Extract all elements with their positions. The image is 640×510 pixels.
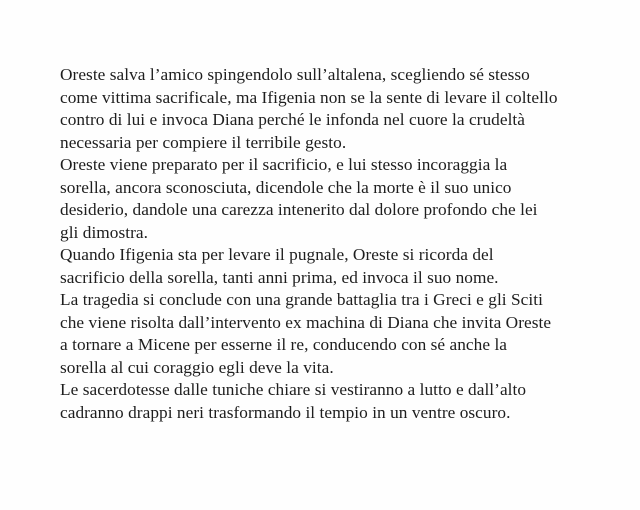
text-line: Oreste viene preparato per il sacrificio, e lui stesso incoraggia la xyxy=(60,155,508,174)
text-line: sorella, ancora sconosciuta, dicendole che la morte è il suo unico xyxy=(60,177,512,197)
text-line: desiderio, dandole una carezza intenerito dal dolore profondo che lei xyxy=(60,200,538,219)
text-line: sorella al cui coraggio egli deve la vita. xyxy=(60,357,334,377)
text-line: cadranno drappi neri trasformando il tempio in un ventre oscuro. xyxy=(60,402,511,422)
text-line: sacrificio della sorella, tanti anni prima, ed invoca il suo nome. xyxy=(60,267,499,287)
text-line: che viene risolta dall’intervento ex machina di Diana che invita Oreste xyxy=(60,312,552,332)
text-line: Quando Ifigenia sta per levare il pugnale, Oreste si ricorda del xyxy=(60,245,494,264)
text-line: come vittima sacrificale, ma Ifigenia non se la sente di levare il coltello xyxy=(60,87,558,107)
body-text xyxy=(60,64,620,424)
text-line: necessaria per compiere il terribile gesto. xyxy=(60,132,347,152)
text-line: Oreste salva l’amico spingendolo sull’altalena, scegliendo sé stesso xyxy=(60,65,530,84)
text-line: contro di lui e invoca Diana perché le infonda nel cuore la crudeltà xyxy=(60,110,525,129)
text-line: a tornare a Micene per esserne il re, conducendo con sé anche la xyxy=(60,335,508,354)
text-line: Le sacerdotesse dalle tuniche chiare si vestiranno a lutto e dall’alto xyxy=(60,380,527,399)
text-line: La tragedia si conclude con una grande battaglia tra i Greci e gli Sciti xyxy=(60,290,543,309)
text-line: gli dimostra. xyxy=(60,222,149,242)
